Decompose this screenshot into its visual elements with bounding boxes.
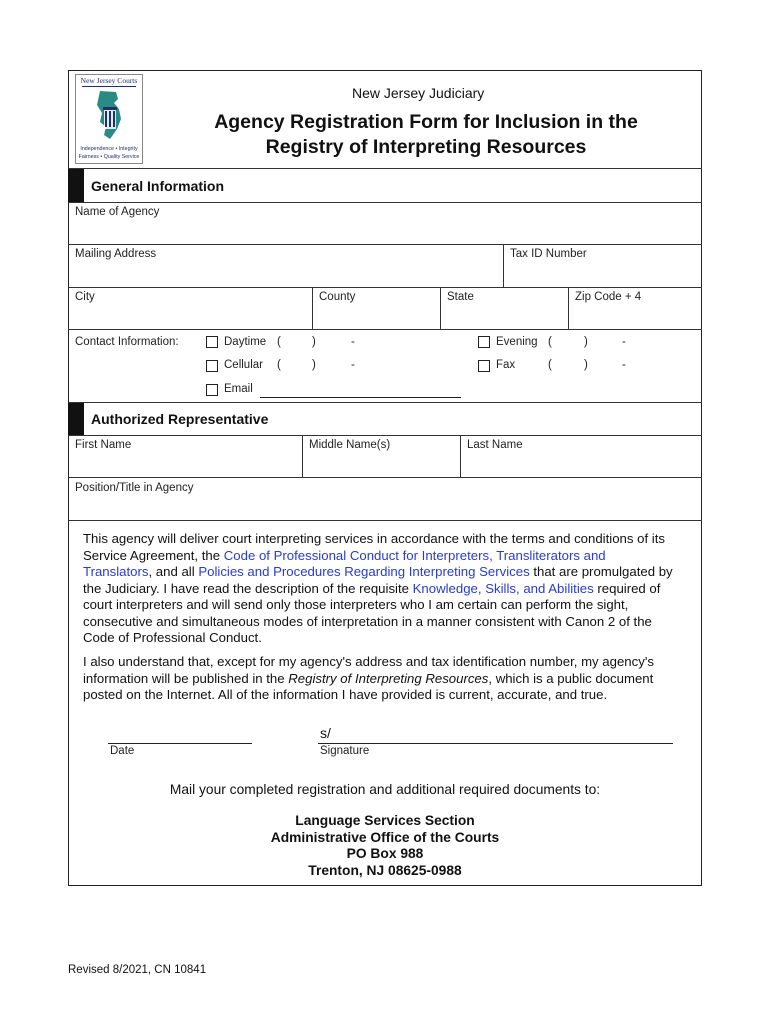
date-label: Date [110, 745, 135, 757]
email-underline [260, 397, 461, 398]
cellular-label: Cellular [224, 359, 263, 371]
position-title-input[interactable] [75, 498, 699, 520]
middle-name-label: Middle Name(s) [309, 439, 391, 451]
contact-info-label: Contact Information: [75, 336, 179, 348]
paren-open: ( [548, 336, 552, 348]
state-input[interactable] [447, 307, 566, 329]
paren-open: ( [548, 359, 552, 371]
county-input[interactable] [319, 307, 438, 329]
logo-rule [82, 86, 136, 87]
divider [68, 402, 702, 403]
dash: - [622, 336, 626, 348]
first-name-input[interactable] [75, 455, 299, 477]
last-name-label: Last Name [467, 439, 523, 451]
city-label: City [75, 291, 95, 303]
fax-checkbox[interactable] [478, 360, 490, 372]
divider [460, 435, 461, 477]
county-label: County [319, 291, 356, 303]
statement-text: I also understand that, except for my agency's address and tax identification number, my agency's information will be published in the [83, 654, 654, 686]
statement-text: , and all [148, 564, 199, 579]
policies-procedures-link[interactable]: Policies and Procedures Regarding Interpreting Services [198, 564, 530, 579]
statement-text: required of court interpreters and will send only those interpreters who I am certain can perform the sight, consecutive and simultaneous modes of interpretation in a manner consistent with Canon 2 of the Code of Professional Conduct. [83, 580, 661, 645]
daytime-label: Daytime [224, 336, 267, 348]
tax-id-label: Tax ID Number [510, 248, 587, 260]
mail-instruction: Mail your completed registration and additional required documents to: [169, 782, 601, 797]
revision-note: Revised 8/2021, CN 10841 [68, 964, 207, 976]
paren-close: ) [584, 359, 588, 371]
signature-underline [318, 743, 673, 744]
statement-text: that are promulgated by the Judiciary. I have read the description of the requisite [83, 564, 673, 596]
divider [68, 244, 702, 245]
zip-label: Zip Code + 4 [575, 291, 642, 303]
evening-checkbox[interactable] [478, 336, 490, 348]
state-label: State [447, 291, 474, 303]
date-underline [108, 743, 252, 744]
email-label: Email [224, 383, 253, 395]
statement-text: , which is a public document posted on the Internet. All of the information I have provided is current, accurate, and true. [83, 670, 654, 702]
dash: - [622, 359, 626, 371]
position-title-label: Position/Title in Agency [75, 482, 194, 494]
nj-courts-logo [75, 74, 143, 164]
org-name: New Jersey Judiciary [352, 85, 485, 101]
divider [68, 202, 702, 203]
divider [68, 520, 702, 521]
section-bar [68, 169, 84, 202]
middle-name-input[interactable] [309, 455, 458, 477]
page-title [150, 110, 702, 160]
mail-address-line4: Trenton, NJ 08625-0988 [308, 862, 462, 878]
evening-label: Evening [496, 336, 538, 348]
tax-id-input[interactable] [510, 264, 699, 286]
mail-address-line3: PO Box 988 [346, 846, 424, 861]
date-input[interactable] [108, 726, 254, 744]
name-of-agency-label: Name of Agency [75, 206, 160, 218]
logo-tagline-2: Fairness • Quality Service [78, 154, 140, 160]
paren-close: ) [312, 336, 316, 348]
mail-address [68, 813, 702, 879]
registry-title: Registry of Interpreting Resources [288, 670, 489, 686]
zip-input[interactable] [575, 307, 699, 329]
divider [302, 435, 303, 477]
logo-name: New Jersey Courts [80, 76, 138, 85]
logo-tagline: Independence • Integrity [80, 146, 138, 152]
statement-paragraph-2 [83, 654, 673, 704]
last-name-input[interactable] [467, 455, 699, 477]
paren-close: ) [584, 336, 588, 348]
divider [68, 168, 702, 169]
divider [68, 287, 702, 288]
statement-text: This agency will deliver court interpreting services in accordance with the terms and conditions of its Service Agreement, the [83, 531, 665, 563]
name-of-agency-input[interactable] [75, 222, 699, 244]
divider [68, 435, 702, 436]
city-input[interactable] [75, 307, 309, 329]
statement-paragraph-1 [83, 531, 673, 647]
divider [503, 244, 504, 287]
email-checkbox[interactable] [206, 384, 218, 396]
divider [312, 287, 313, 329]
divider [68, 477, 702, 478]
nj-map-icon [92, 89, 126, 143]
page-title-line1: Agency Registration Form for Inclusion in the [214, 111, 638, 133]
daytime-checkbox[interactable] [206, 336, 218, 348]
section-title-general: General Information [91, 178, 225, 194]
code-of-conduct-link[interactable]: Code of Professional Conduct for Interpreters, Transliterators and Translators [83, 547, 606, 579]
mailing-address-input[interactable] [75, 264, 499, 286]
ksa-link[interactable]: Knowledge, Skills, and Abilities [412, 580, 594, 596]
dash: - [351, 359, 355, 371]
mail-address-line1: Language Services Section [295, 813, 475, 828]
signature-label: Signature [320, 745, 370, 757]
mail-address-line2: Administrative Office of the Courts [270, 829, 500, 845]
mailing-address-label: Mailing Address [75, 248, 157, 260]
divider [568, 287, 569, 329]
paren-close: ) [312, 359, 316, 371]
paren-open: ( [277, 359, 281, 371]
section-bar [68, 403, 84, 435]
fax-label: Fax [496, 359, 516, 371]
signature-value[interactable]: s/ [320, 725, 331, 741]
divider [68, 329, 702, 330]
paren-open: ( [277, 336, 281, 348]
first-name-label: First Name [75, 439, 132, 451]
cellular-checkbox[interactable] [206, 360, 218, 372]
divider [440, 287, 441, 329]
dash: - [351, 336, 355, 348]
section-title-representative: Authorized Representative [91, 411, 269, 427]
page-title-line2: Registry of Interpreting Resources [265, 136, 587, 158]
